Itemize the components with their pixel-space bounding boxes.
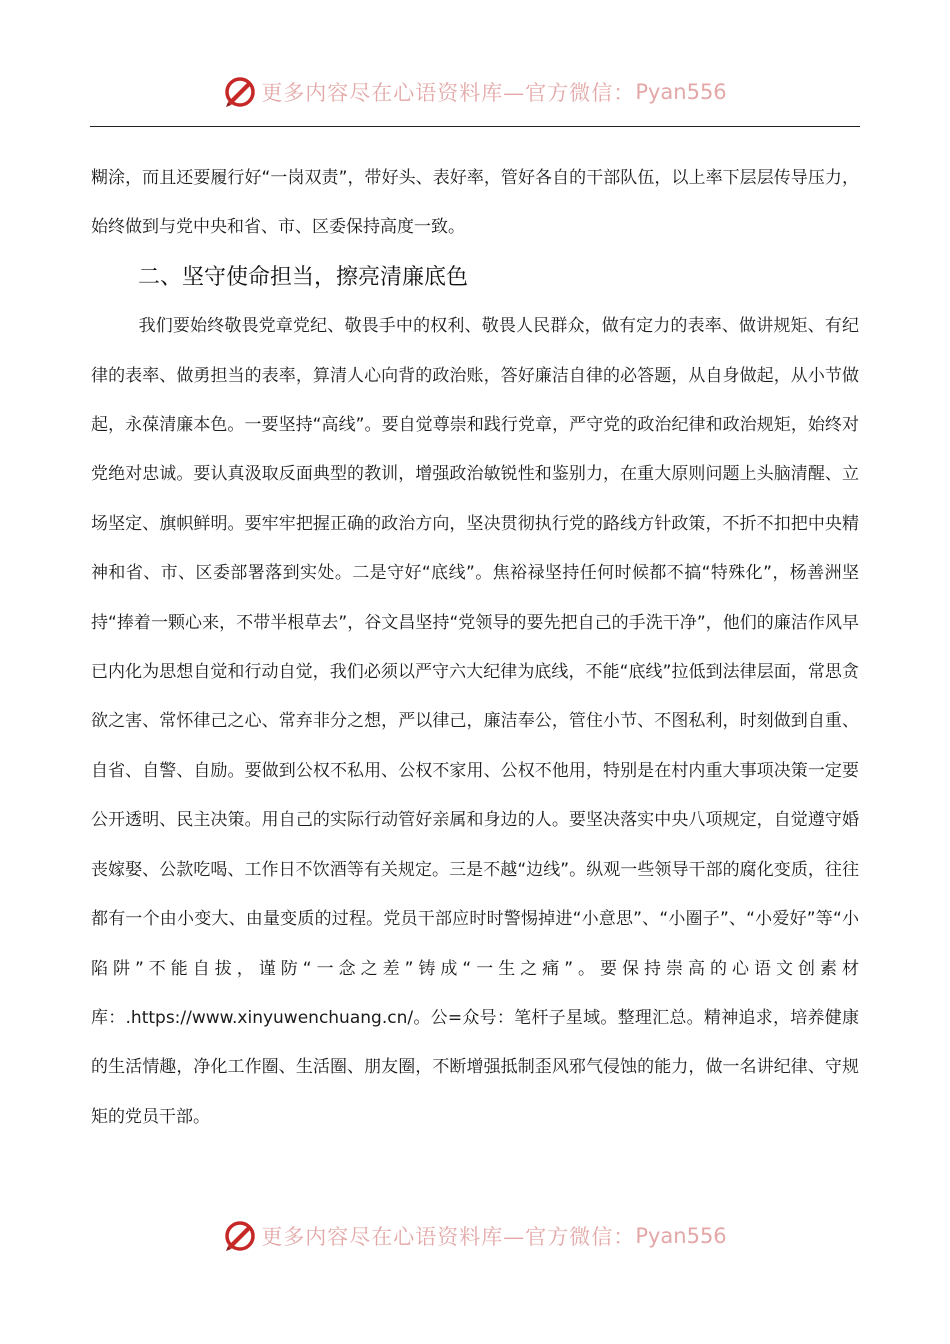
footer-wechat-id: Pyan556 (635, 1224, 727, 1248)
header-wechat-id: Pyan556 (635, 80, 727, 104)
header-divider (90, 126, 860, 127)
footer-banner (0, 1214, 950, 1258)
pen-logo-icon (223, 1219, 257, 1253)
header-banner (0, 70, 950, 114)
paragraph-continued: 糊涂，而且还要履行好“一岗双责”，带好头、表好率，管好各自的干部队伍，以上率下层层传导压力，始终做到与党中央和省、市、区委保持高度一致。 (91, 168, 859, 238)
pen-logo-icon (223, 75, 257, 109)
paragraph-main: 我们要始终敬畏党章党纪、敬畏手中的权利、敬畏人民群众，做有定力的表率、做讲规矩、有纪律的表率、做勇担当的表率，算清人心向背的政治账，答好廉洁自律的必答题，从自身做起，从小节做起，永葆清廉本色。一要坚持“高线”。要自觉尊崇和践行党章，严守党的政治纪律和政治规矩，始终对党绝对忠诚。要认真汲取反面典型的教训，增强政治敏锐性和鉴别力，在重大原则问题上头脑清醒、立场坚定、旗帜鲜明。要牢牢把握正确的政治方向，坚决贯彻执行党的路线方针政策，不折不扣把中央精神和省、市、区委部署落到实处。二是守好“底线”。焦裕禄坚持任何时候都不搞“特殊化”，杨善洲坚持“捧着一颗心来，不带半根草去”，谷文昌坚持“党领导的要先把自己的手洗干净”，他们的廉洁作风早已内化为思想自觉和行动自觉，我们必须以严守六大纪律为底线，不能“底线”拉低到法律层面，常思贪欲之害、常怀律己之心、常弃非分之想，严以律己，廉洁奉公，管住小节、不图私利，时刻做到自重、自省、自警、自励。要做到公权不私用、公权不家用、公权不他用，特别是在村内重大事项决策一定要公开透明、民主决策。用自己的实际行动管好亲属和身边的人。要坚决落实中央八项规定，自觉遵守婚丧嫁娶、公款吃喝、工作日不饮酒等有关规定。三是不越“边线”。纵观一些领导干部的腐化变质，往往都有一个由小变大、由量变质的过程。党员干部应时时警惕掉进“小意思”、“小圈子”、“小爱好”等“小陷阱”不能自拔，谨防“一念之差”铸成“一生之痛”。要保持崇高的心语文创素材库：.https://www.xinyuwenchuang.cn/。公=众号：笔杆子星域。整理汇总。精神追求，培养健康的生活情趣，净化工作圈、生活圈、朋友圈，不断增强抵制歪风邪气侵蚀的能力，做一名讲纪律、守规矩的党员干部。 (91, 316, 859, 1127)
document-body (91, 154, 859, 1142)
header-banner-text: 更多内容尽在心语资料库—官方微信： (261, 81, 636, 105)
section-heading: 二、坚守使命担当，擦亮清廉底色 (138, 264, 469, 290)
footer-banner-text: 更多内容尽在心语资料库—官方微信： (261, 1225, 636, 1249)
